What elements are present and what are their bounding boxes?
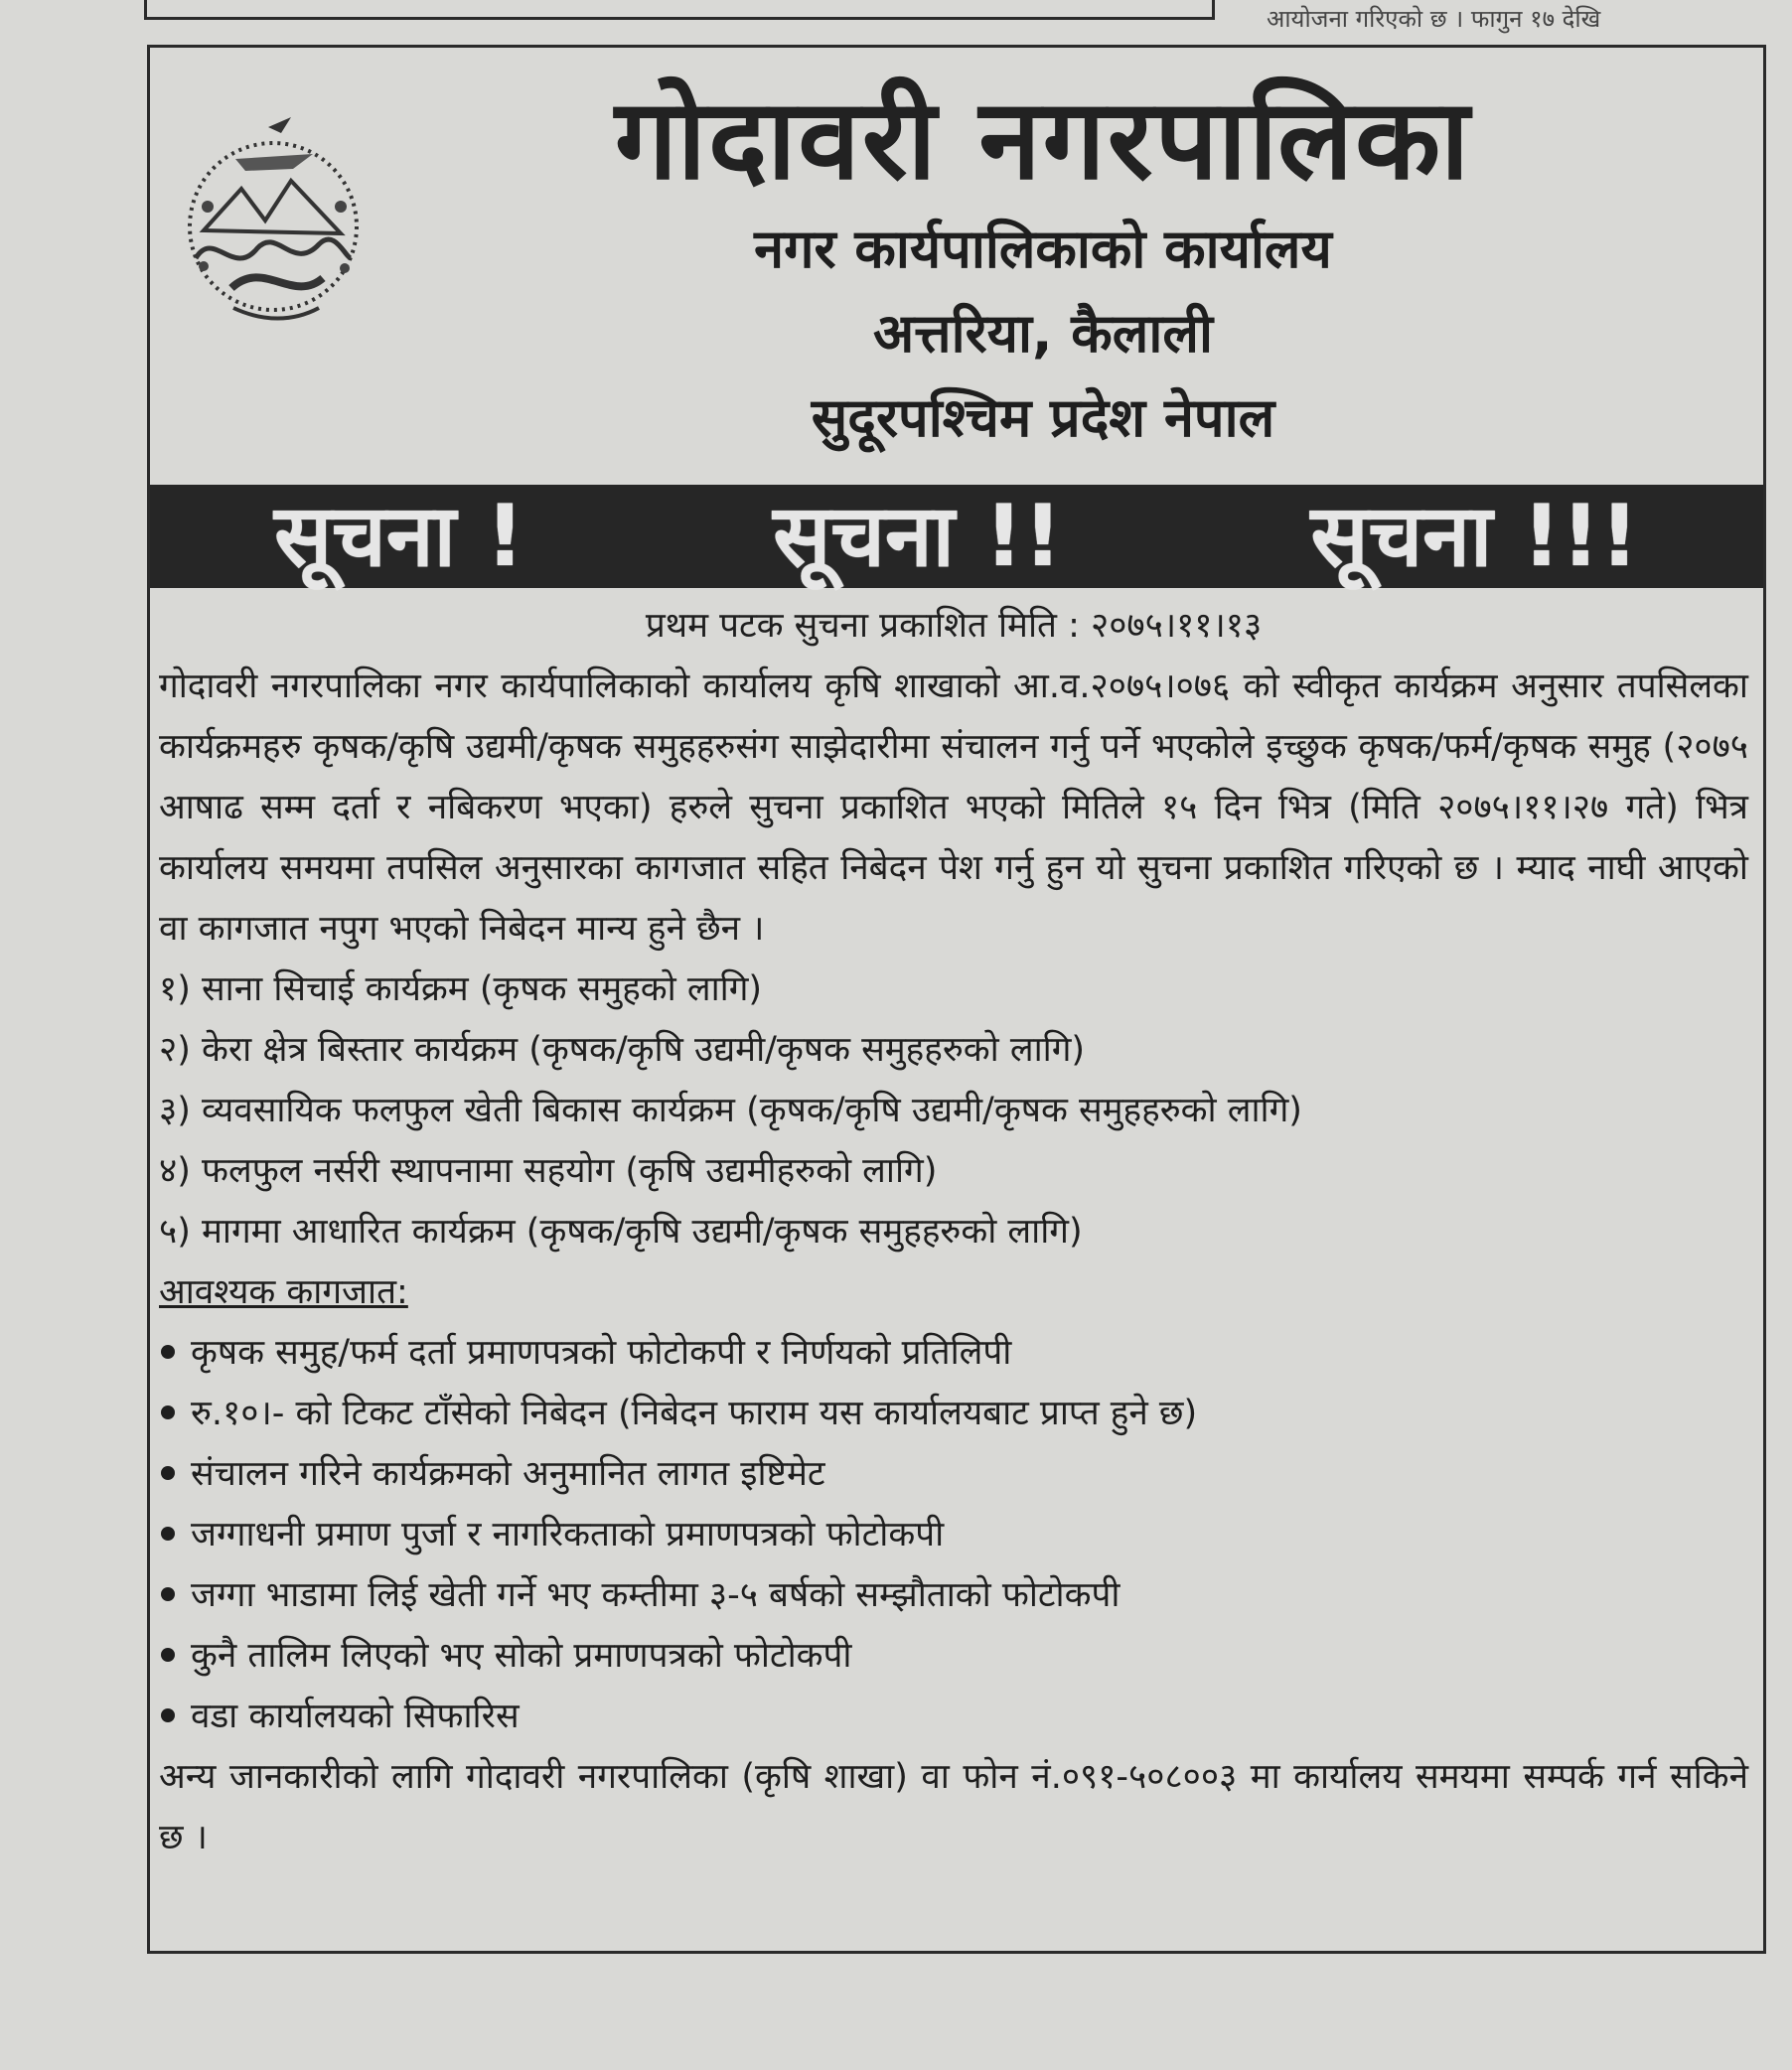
document-text: वडा कार्यालयको सिफारिस [191,1697,520,1736]
bullet-icon [161,1405,175,1419]
program-item: ५) मागमा आधारित कार्यक्रम (कृषक/कृषि उद्यमी/कृषक समुहहरुको लागि) [159,1212,1083,1252]
municipality-name: गोदावरी नगरपालिका [614,75,1472,205]
bullet-icon [161,1708,175,1722]
document-item [159,1565,1748,1626]
document-item [159,1626,1748,1687]
document-text: रु.१०।- को टिकट टाँसेको निबेदन (निबेदन फाराम यस कार्यालयबाट प्राप्त हुने छ) [191,1394,1198,1433]
banner-notice-2: सूचना !! [773,487,1063,586]
office-name: नगर कार्यपालिकाको कार्यालय [754,218,1332,280]
banner-notice-1: सूचना ! [274,487,525,586]
notice-body [159,596,1748,1868]
bullet-icon [161,1587,175,1601]
document-text: जग्गा भाडामा लिई खेती गर्ने भए कम्तीमा ३-५ बर्षको सम्झौताको फोटोकपी [191,1575,1120,1615]
program-item: २) केरा क्षेत्र बिस्तार कार्यक्रम (कृषक/कृषि उद्यमी/कृषक समुहहरुको लागि) [159,1030,1086,1070]
document-item [159,1505,1748,1565]
document-text: कुनै तालिम लिएको भए सोको प्रमाणपत्रको फोटोकपी [191,1636,852,1676]
previous-ad-border-fragment [144,0,1215,20]
adjacent-article-fragment: आयोजना गरिएको छ । फागुन १७ देखि [1267,5,1601,33]
bullet-icon [161,1648,175,1662]
program-item: ३) व्यवसायिक फलफुल खेती बिकास कार्यक्रम (कृषक/कृषि उद्यमी/कृषक समुहहरुको लागि) [159,1091,1302,1130]
required-documents-heading: आवश्यक कागजात: [159,1272,408,1312]
province-name: सुदूरपश्चिम प्रदेश नेपाल [811,386,1275,449]
program-item: ४) फलफुल नर्सरी स्थापनामा सहयोग (कृषि उद्यमीहरुको लागि) [159,1151,938,1191]
bullet-icon [161,1345,175,1359]
document-item [159,1687,1748,1747]
contact-paragraph: अन्य जानकारीको लागि गोदावरी नगरपालिका (कृषि शाखा) वा फोन नं.०९१-५०८००३ मा कार्यालय समयमा सम्पर्क गर्न सकिने छ । [159,1757,1748,1857]
notice-paragraph: गोदावरी नगरपालिका नगर कार्यपालिकाको कार्यालय कृषि शाखाको आ.व.२०७५।०७६ को स्वीकृत कार्यक्रम अनुसार तपसिलका कार्यक्रमहरु कृषक/कृषि उद्यमी/कृषक समुहहरुसंग साझेदारीमा संचालन गर्नु पर्ने भएकोले इच्छुक कृषक/फर्म/कृषक समुह (२०७५ आषाढ सम्म दर्ता र नबिकरण भएका) हरुले सुचना प्रकाशित भएको मितिले १५ दिन भित्र (मिति २०७५।११।२७ गते) भित्र कार्यालय समयमा तपसिल अनुसारका कागजात सहित निबेदन पेश गर्नु हुन यो सुचना प्रकाशित गरिएको छ । म्याद नाघी आएको वा कागजात नपुग भएको निबेदन मान्य हुने छैन । [159,666,1748,949]
publication-date-line: प्रथम पटक सुचना प्रकाशित मिति : २०७५।११।१३ [645,606,1263,646]
document-text: जग्गाधनी प्रमाण पुर्जा र नागरिकताको प्रमाणपत्रको फोटोकपी [191,1515,945,1554]
notice-banner [150,485,1763,588]
document-item [159,1444,1748,1505]
bullet-icon [161,1466,175,1480]
office-address: अत्तरिया, कैलाली [873,302,1213,365]
program-item: १) साना सिचाई कार्यक्रम (कृषक समुहको लागि) [159,969,763,1009]
bullet-icon [161,1527,175,1541]
document-text: संचालन गरिने कार्यक्रमको अनुमानित लागत इष्टिमेट [191,1454,825,1494]
document-item [159,1323,1748,1384]
document-item [159,1384,1748,1444]
municipality-emblem-icon [174,109,373,338]
banner-notice-3: सूचना !!! [1310,487,1639,586]
document-text: कृषक समुह/फर्म दर्ता प्रमाणपत्रको फोटोकपी र निर्णयको प्रतिलिपी [191,1333,1012,1373]
